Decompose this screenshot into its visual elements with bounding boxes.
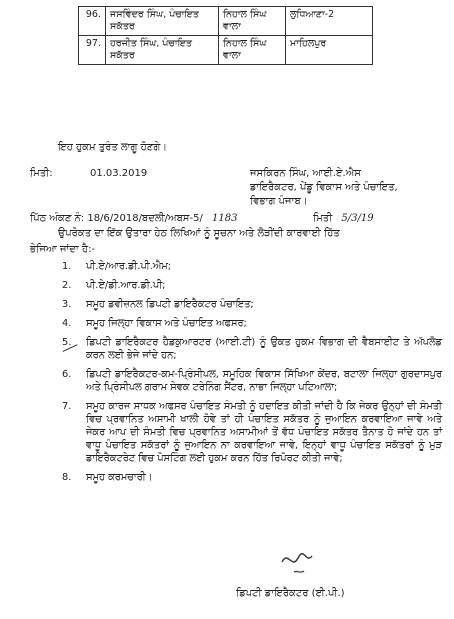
from-place: ਨਿਹਾਲ ਸਿੰਘ ਵਾਲਾ <box>219 7 286 36</box>
employee-name: ਹਰਜੀਤ ਸਿੰਘ, ਪੰਚਾਇਤ ਸਕੱਤਰ <box>106 36 219 65</box>
row-number: 96. <box>79 7 106 36</box>
order-effective-line: ਇਹ ਹੁਕਮ ਤੁਰੰਤ ਲਾਗੂ ਹੋਣਗੇ। <box>58 142 168 153</box>
handwritten-date: 5/3/19 <box>341 213 374 224</box>
signature-mark <box>278 540 318 580</box>
list-item: 6. ਡਿਪਟੀ ਡਾਇਰੈਕਟਰ-ਕਮ-ਪ੍ਰਿੰਸੀਪਲ, ਸਮੂਹਿਕ ਵਿਕਾਸ ਸਿੱਖਿਆ ਕੇਂਦਰ, ਬਟਾਲਾ ਜਿਲ੍ਹਾ ਗੁਰਦਾਸਪੁਰ ਅਤੇ ਪ੍ਰਿੰਸੀਪਲ ਗਰਾਮ ਸੇਵਕ ਟਰੇਨਿੰਗ ਸੈਂਟਰ, ਨਾਭਾ ਜਿਲ੍ਹਾ ਪਟਿਆਲਾ; <box>62 369 442 393</box>
endorsement-text-line2: ਭੇਜਿਆ ਜਾਂਦਾ ਹੈ:- <box>30 244 96 255</box>
row-number: 97. <box>79 36 106 65</box>
table-row <box>79 36 373 65</box>
date-value: 01.03.2019 <box>90 168 148 179</box>
endorsement-prefix: ਪਿੱਠ ਅੰਕਣ ਨੰ: 18/6/2018/ਬਦਲੀ/ਅਬਸ-5/ <box>30 213 203 224</box>
handwritten-number: 1183 <box>212 213 238 224</box>
list-item: 8. ਸਮੂਹ ਕਰਮਚਾਰੀ। <box>62 472 153 483</box>
endorsement-text-line1: ਉਪਰੋਕਤ ਦਾ ਇੱਕ ਉਤਾਰਾ ਹੇਠ ਲਿਖਿਆਂ ਨੂੰ ਸੂਚਨਾ ਅਤੇ ਲੋੜੀਂਦੀ ਕਾਰਵਾਈ ਹਿੱਤ <box>58 228 340 239</box>
officer-department: ਵਿਭਾਗ ਪੰਜਾਬ। <box>250 196 308 207</box>
list-item: 3. ਸਮੂਹ ਡਵੀਜ਼ਨਲ ਡਿਪਟੀ ਡਾਇਰੈਕਟਰ ਪੰਚਾਇਤ; <box>62 299 254 310</box>
signatory-designation: ਡਿਪਟੀ ਡਾਇਰੈਕਟਰ (ਈ.ਪੀ.) <box>236 588 345 599</box>
officer-designation: ਡਾਇਰੈਕਟਰ, ਪੇਂਡੂ ਵਿਕਾਸ ਅਤੇ ਪੰਚਾਇਤ, <box>250 182 398 193</box>
list-item: 1. ਪੀ.ਏ/ਆਰ.ਡੀ.ਪੀ.ਐਮ; <box>62 261 172 272</box>
list-item: 7. ਸਮੂਹ ਕਾਰਜ ਸਾਧਕ ਅਫਸਰ ਪੰਚਾਇਤ ਸੰਮਤੀ ਨੂੰ ਹਦਾਇਤ ਕੀਤੀ ਜਾਂਦੀ ਹੈ ਕਿ ਜੇਕਰ ਉਨ੍ਹਾਂ ਦੀ ਸੰਮਤੀ ਵਿਚ ਪ੍ਰਵਾਨਿਤ ਅਸਾਮੀ ਖਾਲੀ ਹੋਵੇ ਤਾਂ ਹੀ ਪੰਚਾਇਤ ਸਕੱਤਰ ਨੂੰ ਜੁਆਇਨ ਕਰਵਾਇਆ ਜਾਵੇ ਅਤੇ ਜੇਕਰ ਆਪ ਦੀ ਸੰਮਤੀ ਵਿਚ ਪ੍ਰਵਾਨਿਤ ਅਸਾਮੀਆਂ ਤੋਂ ਵੱਧ ਪੰਚਾਇਤ ਸਕੱਤਰ ਤੈਨਾਤ ਹੋ ਜਾਂਦੇ ਹਨ ਤਾਂ ਵਾਧੂ ਪੰਚਾਇਤ ਸਕੱਤਰਾਂ ਨੂੰ ਜੁਆਇਨ ਨਾ ਕਰਵਾਇਆ ਜਾਵੇ, ਇਨ੍ਹਾਂ ਵਾਧੂ ਪੰਚਾਇਤ ਸਕੱਤਰਾਂ ਨੂੰ ਮੁੜ ਡਾਇਰੈਕਟਰੇਟ ਵਿਚ ਪੋਸਟਿੰਗ ਲਈ ਹੁਕਮ ਕਰਨ ਹਿੱਤ ਰਿਪੋਰਟ ਕੀਤੀ ਜਾਵੇ; <box>62 401 442 464</box>
endorsement-date-label: ਮਿਤੀ <box>313 213 333 224</box>
table-row <box>79 7 373 36</box>
list-item: 4. ਸਮੂਹ ਜਿਲ੍ਹਾ ਵਿਕਾਸ ਅਤੇ ਪੰਚਾਇਤ ਅਫਸਰ; <box>62 318 247 329</box>
transfer-table <box>78 6 373 65</box>
endorsement-date <box>313 213 374 224</box>
recipient-list <box>62 260 442 490</box>
from-place: ਨਿਹਾਲ ਸਿੰਘ ਵਾਲਾ <box>219 36 286 65</box>
endorsement-number <box>30 213 237 224</box>
to-place: ਮਾਹਿਲਪੁਰ <box>286 36 373 65</box>
date-label: ਮਿਤੀ: <box>30 168 53 179</box>
employee-name: ਜਸਵਿੰਦਰ ਸਿੰਘ, ਪੰਚਾਇਤ ਸਕੱਤਰ <box>106 7 219 36</box>
list-item: 2. ਪੀ.ਏ/ਡੀ.ਆਰ.ਡੀ.ਪੀ; <box>62 280 166 291</box>
list-item: 5. ਡਿਪਟੀ ਡਾਇਰੈਕਟਰ ਹੈਡਕੁਆਰਟਰ (ਆਈ.ਟੀ) ਨੂੰ ਉਕਤ ਹੁਕਮ ਵਿਭਾਗ ਦੀ ਵੈਬਸਾਈਟ ਤੇ ਅੱਪਲੋਡ ਕਰਨ ਲਈ ਭੇਜੇ ਜਾਂਦੇ ਹਨ; <box>62 336 442 362</box>
officer-name: ਜਸਕਿਰਨ ਸਿੰਘ, ਆਈ.ਏ.ਐਸ <box>250 168 361 179</box>
to-place: ਲੁਧਿਆਣਾ-2 <box>286 7 373 36</box>
